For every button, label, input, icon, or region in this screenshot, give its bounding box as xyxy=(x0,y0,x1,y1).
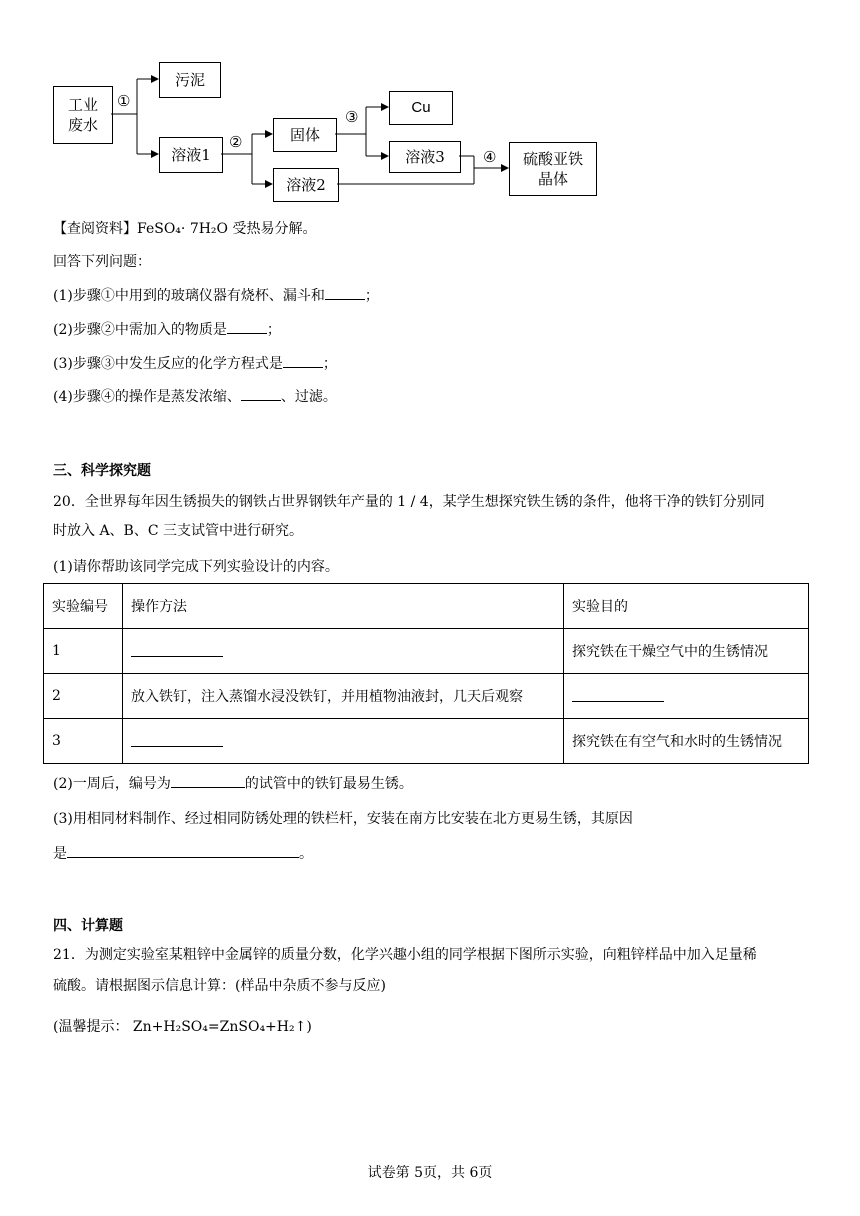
table-row xyxy=(44,674,809,719)
answer-blank[interactable] xyxy=(171,773,245,788)
step1-label: ① xyxy=(117,92,131,110)
table-cell-method: 放入铁钉，注入蒸馏水浸没铁钉，并用植物油液封，几天后观察 xyxy=(123,674,564,719)
answer-blank[interactable] xyxy=(572,687,664,702)
step2-label: ② xyxy=(229,133,243,151)
step3-label: ③ xyxy=(345,108,359,126)
table-cell-no: 1 xyxy=(44,629,123,674)
table-cell-method xyxy=(123,719,564,764)
q21-line1: 21．为测定实验室某粗锌中金属锌的质量分数，化学兴趣小组的同学根据下图所示实验，向粗锌样品中加入足量稀 xyxy=(53,947,757,963)
table-header-cell: 操作方法 xyxy=(123,584,564,629)
table-cell-method xyxy=(123,629,564,674)
box-solution1: 溶液1 xyxy=(159,137,223,173)
box-solution2: 溶液2 xyxy=(273,168,339,202)
answer-blank[interactable] xyxy=(241,386,281,401)
table-cell-purpose: 探究铁在干燥空气中的生锈情况 xyxy=(564,629,809,674)
box-industrial-wastewater: 工业 废水 xyxy=(53,86,113,144)
q21-line2: 硫酸。请根据图示信息计算：(样品中杂质不参与反应) xyxy=(53,978,386,994)
box-cu: Cu xyxy=(389,91,453,125)
q20-line2: 时放入 A、B、C 三支试管中进行研究。 xyxy=(53,523,304,539)
reference-note xyxy=(53,218,316,238)
q20-sub2: (2)一周后，编号为 的试管中的铁钉最易生锈。 xyxy=(53,773,413,793)
table-cell-no: 2 xyxy=(44,674,123,719)
table-row xyxy=(44,629,809,674)
q19-part1: (1)步骤①中用到的玻璃仪器有烧杯、漏斗和 ； xyxy=(53,285,379,305)
table-cell-no: 3 xyxy=(44,719,123,764)
q20-line1: 20．全世界每年因生锈损失的钢铁占世界钢铁年产量的 1 / 4，某学生想探究铁生锈的条件，他将干净的铁钉分别同 xyxy=(53,494,765,510)
table-header-cell: 实验目的 xyxy=(564,584,809,629)
box-sludge: 污泥 xyxy=(159,62,221,98)
reference-label: 【查阅资料】 xyxy=(53,221,137,237)
answer-blank[interactable] xyxy=(131,732,223,747)
reference-text: 受热易分解。 xyxy=(232,221,317,237)
table-row xyxy=(44,719,809,764)
answer-blank[interactable] xyxy=(227,319,267,334)
section3-title: 三、科学探究题 xyxy=(53,463,151,479)
hint-label: (温馨提示： xyxy=(53,1019,129,1035)
answer-blank[interactable] xyxy=(283,353,323,368)
answer-blank[interactable] xyxy=(67,843,299,858)
table-cell-purpose xyxy=(564,674,809,719)
q19-part3: (3)步骤③中发生反应的化学方程式是 ； xyxy=(53,353,337,373)
q19-part4: (4)步骤④的操作是蒸发浓缩、 、过滤。 xyxy=(53,386,337,406)
answer-intro: 回答下列问题： xyxy=(53,254,151,270)
box-solution3: 溶液3 xyxy=(389,141,461,173)
q21-hint: (温馨提示： Zn+H₂SO₄=ZnSO₄+H₂↑) xyxy=(53,1019,312,1035)
table-cell-purpose: 探究铁在有空气和水时的生锈情况 xyxy=(564,719,809,764)
hint-equation: Zn+H₂SO₄=ZnSO₄+H₂↑ xyxy=(132,1019,307,1035)
answer-blank[interactable] xyxy=(131,642,223,657)
table-header-cell: 实验编号 xyxy=(44,584,123,629)
experiment-table xyxy=(43,583,809,764)
box-ferrous-sulfate-crystal: 硫酸亚铁 晶体 xyxy=(509,142,597,196)
q20-sub3-line2: 是 。 xyxy=(53,843,313,863)
table-header-row xyxy=(44,584,809,629)
step4-label: ④ xyxy=(483,148,497,166)
q20-sub3-line1: (3)用相同材料制作、经过相同防锈处理的铁栏杆，安装在南方比安装在北方更易生锈，其原因 xyxy=(53,811,633,827)
reference-formula: FeSO₄· 7H₂O xyxy=(137,221,229,237)
page-footer: 试卷第 5页，共 6页 xyxy=(367,1165,493,1181)
answer-blank[interactable] xyxy=(325,285,365,300)
box-solid: 固体 xyxy=(273,118,337,152)
flowchart-connectors xyxy=(0,0,860,220)
q19-part2: (2)步骤②中需加入的物质是 ； xyxy=(53,319,281,339)
section4-title: 四、计算题 xyxy=(53,918,123,934)
q20-sub1: (1)请你帮助该同学完成下列实验设计的内容。 xyxy=(53,559,339,575)
